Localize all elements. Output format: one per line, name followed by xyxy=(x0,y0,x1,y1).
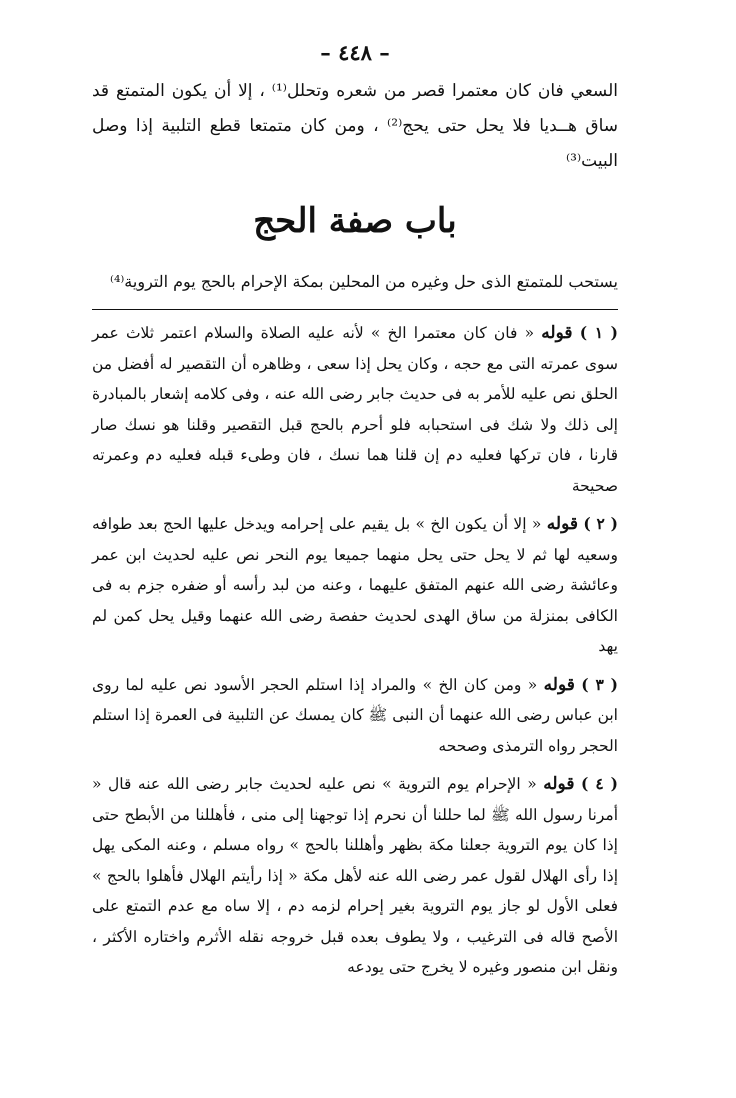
footnote-text: « فان كان معتمرا الخ » لأنه عليه الصلاة والسلام اعتمر ثلاث عمر سوى عمرته التى مع حجه ، وكان يحل إذا سعى ، وظاهره أن التقصير له أفضل من الحلق نص عليه للأمر به فى حديث جابر رضى الله عنه ، وفى كلامه إشعار بالمبادرة إلى ذلك ولا شك فى استحبابه فلو أحرم بالحج قبل التقصير وقلنا هو نسك صار قارنا ، فان تركها فعليه دم إن قلنا هما نسك ، فان وطىء قبله فعليه دم وعمرته صحيحة xyxy=(92,324,618,495)
chapter-title: باب صفة الحج xyxy=(253,201,457,241)
footnote-3 xyxy=(92,670,618,762)
main-text-block xyxy=(92,74,618,179)
footnote-number: ( ٣ ) xyxy=(581,674,618,694)
footnote-keyword: قوله xyxy=(546,514,578,534)
footnote-number: ( ٤ ) xyxy=(580,774,618,793)
footnote-number: ( ٢ ) xyxy=(583,514,618,533)
footnote-text: « الإحرام يوم التروية » نص عليه لحديث جابر رضى الله عنه قال « أمرنا رسول الله ﷺ لما حللنا أن نحرم إذا توجهنا إلى منى ، فأهللنا من الأبطح حتى إذا كان يوم التروية جعلنا مكة بظهر وأهللنا بالحج » رواه مسلم ، وعنه المكى يهل إذا رأى الهلال لقول عمر رضى الله عنه لأهل مكة « إذا رأيتم الهلال فأهلوا بالحج » فعلى الأول لو جاز يوم التروية بغير إحرام لزمه دم ، إلا ساه مع عدم التمتع على الأصح قاله فى الترغيب ، ولا يطوف بعده قبل خروجه نقله الأثرم واختاره الأكثر ، ونقل ابن منصور وغيره لا يخرج حتى يودعه xyxy=(92,775,618,976)
footnotes xyxy=(92,318,618,983)
footnote-divider xyxy=(92,309,618,310)
footnote-keyword: قوله xyxy=(541,323,573,343)
footnote-number: ( ١ ) xyxy=(579,323,619,342)
footnote-keyword: قوله xyxy=(543,674,575,695)
footnote-text: « إلا أن يكون الخ » بل يقيم على إحرامه ويدخل عليها الحج بعد طوافه وسعيه لها ثم لا يحل حتى يحل منهما جميعا يوم النحر نص عليه لحديث ابن عمر وعائشة رضى الله عنهم المتفق عليهما ، وعنه من لبد رأسه أو ضفره جزم به فى الكافى بمنزلة من ساق الهدى لحديث حفصة رضى الله عنهما وقيل يحل كمن لم يهد xyxy=(92,515,618,655)
footnote-4 xyxy=(92,769,618,983)
chapter-subtitle: يستحب للمتمتع الذى حل وغيره من المحلين بمكة الإحرام بالحج يوم التروية⁽⁴⁾ xyxy=(110,272,618,291)
main-text-paragraph: السعي فان كان معتمرا قصر من شعره وتحلل⁽¹⁾ ، إلا أن يكون المتمتع قد ساق هــديا فلا يحل حتى يحج⁽²⁾ ، ومن كان متمتعا قطع التلبية إذا وصل البيت⁽³⁾ xyxy=(92,81,619,171)
footnote-text: « ومن كان الخ » والمراد إذا استلم الحجر الأسود نص عليه لما روى ابن عباس رضى الله عنهما أن النبى ﷺ كان يمسك عن التلبية فى العمرة إذا استلم الحجر رواه الترمذى وصححه xyxy=(92,675,618,755)
footnote-1 xyxy=(92,318,618,501)
footnote-keyword: قوله xyxy=(543,774,575,794)
page-number: – ٤٤٨ – xyxy=(320,40,390,65)
footnote-2 xyxy=(92,509,618,662)
